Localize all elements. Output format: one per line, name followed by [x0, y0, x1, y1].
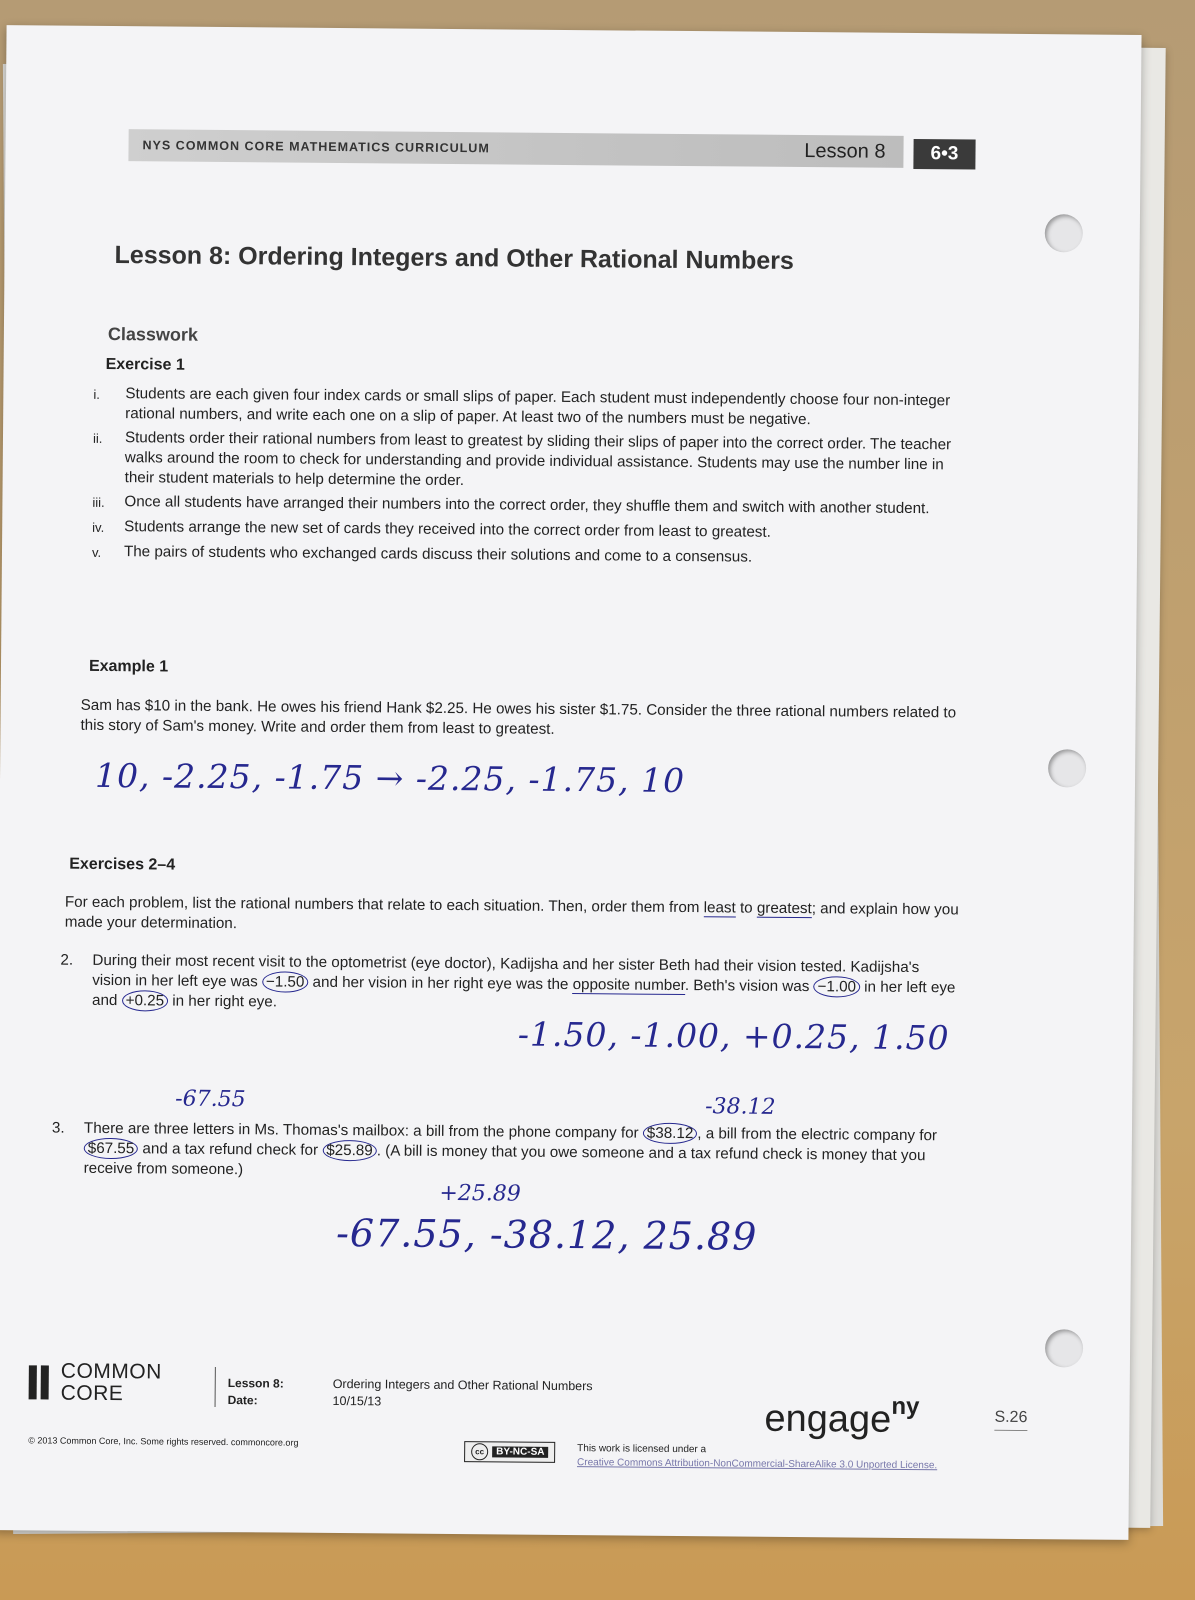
text-run: There are three letters in Ms. Thomas's mailbox: a bill from the phone company for	[83, 1119, 643, 1142]
circled-value: −1.00	[813, 976, 860, 997]
underlined-greatest: greatest	[756, 899, 812, 918]
step-text: The pairs of students who exchanged cards discuss their solutions and come to a consensus.	[123, 543, 753, 566]
step-item	[93, 384, 973, 432]
handwritten-note: -38.12	[705, 1094, 776, 1120]
license-link[interactable]: Creative Commons Attribution-NonCommercial-ShareAlike 3.0 Unported License.	[577, 1457, 938, 1472]
cc-icon: cc	[471, 1443, 488, 1460]
footer-date-label: Date:	[227, 1393, 258, 1408]
classwork-heading: Classwork	[107, 323, 199, 345]
text-run: and a tax refund check for	[138, 1140, 323, 1159]
handwritten-answer-problem-3: -67.55, -38.12, 25.89	[335, 1210, 758, 1259]
step-item	[93, 428, 973, 496]
problem-text	[92, 951, 960, 1019]
footer-labels	[228, 1375, 284, 1409]
problem-3	[52, 1119, 962, 1187]
step-number: i.	[93, 386, 100, 402]
step-number: iii.	[92, 494, 105, 510]
license-notice	[577, 1442, 937, 1473]
worksheet-page	[0, 25, 1142, 1540]
intro-text: For each problem, list the rational numbers that relate to each situation. Then, order them from	[64, 893, 704, 917]
exercise-1-heading: Exercise 1	[105, 355, 185, 374]
step-item	[92, 492, 972, 521]
problem-2	[60, 951, 960, 1019]
creative-commons-badge	[464, 1441, 556, 1463]
circled-value: $38.12	[643, 1123, 698, 1144]
handwritten-answer-example-1: 10, -2.25, -1.75 → -2.25, -1.75, 10	[94, 755, 686, 801]
problem-number: 3.	[51, 1119, 65, 1137]
logo-bars-icon	[29, 1365, 49, 1399]
copyright-notice: © 2013 Common Core, Inc. Some rights reserved. commoncore.org	[28, 1435, 299, 1448]
curriculum-name: NYS COMMON CORE MATHEMATICS CURRICULUM	[142, 138, 490, 156]
underlined-phrase: opposite number	[572, 976, 685, 995]
engageny-logo	[764, 1392, 919, 1442]
ny-text: ny	[891, 1392, 920, 1421]
problem-number: 2.	[60, 951, 74, 969]
engage-text: engage	[764, 1397, 892, 1441]
text-run: and her vision in her right eye was the	[308, 973, 573, 994]
footer-date-value: 10/15/13	[332, 1393, 382, 1409]
step-item	[92, 517, 972, 546]
step-item	[92, 542, 972, 571]
circled-value: $67.55	[84, 1138, 139, 1159]
footer-divider	[215, 1367, 216, 1407]
footer-lesson-value: Ordering Integers and Other Rational Numbers	[332, 1376, 593, 1394]
text-run: in her right eye.	[168, 992, 278, 1011]
footer-values	[333, 1376, 593, 1412]
logo-line: CORE	[60, 1381, 124, 1406]
exercise-1-steps	[92, 384, 974, 575]
step-number: v.	[91, 544, 102, 560]
problem-text	[84, 1119, 962, 1187]
step-text: Students are each given four index cards or small slips of paper. Each student must independently choose four non-integer rational numbers, and write each one on a slip of paper. At least two of the numbers must be negative.	[125, 385, 951, 429]
exercises-intro	[65, 893, 965, 941]
circled-value: −1.50	[262, 971, 309, 992]
grade-module-badge: 6•3	[913, 139, 975, 170]
step-text: Students arrange the new set of cards they received into the correct order from least to greatest.	[124, 518, 771, 541]
punch-hole	[1045, 214, 1083, 252]
text-run: . (A bill is money that you owe someone and a tax refund check is money that you receive from someone.)	[83, 1142, 926, 1179]
lesson-title: Lesson 8: Ordering Integers and Other Rational Numbers	[114, 241, 794, 275]
curriculum-header	[128, 129, 903, 168]
lesson-label: Lesson 8	[804, 139, 886, 163]
step-number: iv.	[92, 519, 105, 535]
page-number: S.26	[994, 1409, 1027, 1431]
handwritten-answer-problem-2: -1.50, -1.00, +0.25, 1.50	[517, 1014, 950, 1058]
punch-hole	[1048, 749, 1086, 787]
handwritten-note: +25.89	[439, 1180, 521, 1207]
footer-lesson-label: Lesson 8:	[227, 1376, 284, 1391]
step-text: Once all students have arranged their numbers into the correct order, they shuffle them and switch with another student.	[124, 493, 930, 518]
exercises-heading: Exercises 2–4	[69, 855, 176, 874]
example-1-text: Sam has $10 in the bank. He owes his friend Hank $2.25. He owes his sister $1.75. Consider the three rational numbers related to this story of Sam's money. Write and order them from least to greatest.	[80, 696, 957, 738]
text-run: During their most recent visit to the optometrist (eye doctor), Kadijsha and her sister Beth had their vision tested. Kadijsha's vision in her left eye was	[92, 951, 920, 991]
logo-line: COMMON	[60, 1359, 162, 1384]
circled-value: +0.25	[122, 990, 169, 1011]
license-text: This work is licensed under a	[577, 1443, 707, 1456]
punch-hole	[1045, 1329, 1083, 1367]
underlined-least: least	[703, 899, 736, 917]
circled-value: $25.89	[322, 1140, 377, 1161]
intro-text: ; and explain how you made your determination.	[64, 900, 959, 933]
cc-license-code: BY-NC-SA	[492, 1446, 548, 1457]
text-run: , a bill from the electric company for	[697, 1125, 938, 1145]
example-1-heading: Example 1	[88, 657, 169, 676]
common-core-logo	[29, 1360, 162, 1405]
text-run: . Beth's vision was	[684, 977, 814, 996]
intro-text: to	[735, 899, 757, 917]
step-number: ii.	[92, 430, 103, 446]
step-text: Students order their rational numbers from least to greatest by sliding their slips of paper into the correct order. The teacher walks around the room to check for understanding and provide individual assistance. Students may use the number line in their student materials to help determine the order.	[124, 429, 952, 490]
handwritten-note: -67.55	[175, 1086, 246, 1113]
text-run: in her left eye and	[92, 978, 956, 1010]
